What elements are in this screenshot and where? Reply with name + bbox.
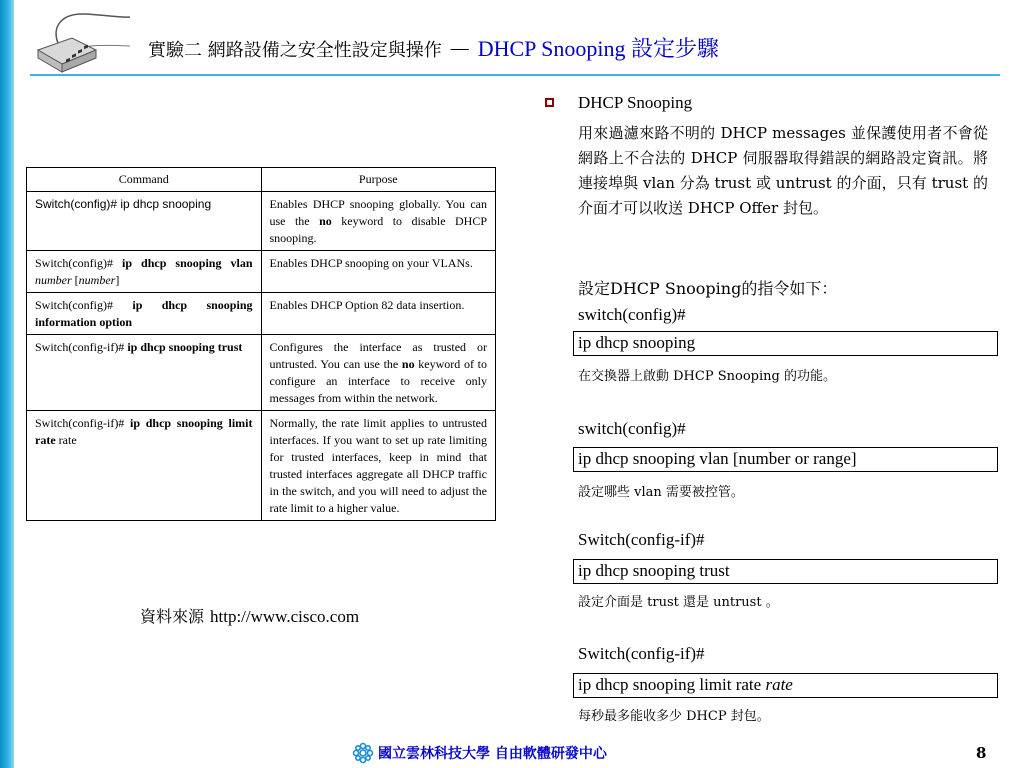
table-header-row — [27, 168, 496, 192]
command-box — [573, 447, 998, 472]
source-url: http://www.cisco.com — [210, 607, 360, 626]
page-title — [148, 30, 719, 65]
command-box — [573, 331, 998, 356]
page-number: 8 — [976, 744, 987, 762]
purpose-text: Enables DHCP snooping on your VLANs. — [269, 256, 473, 270]
command-prompt: Switch(config-if)# — [578, 530, 705, 549]
command-prompt: Switch(config-if)# — [578, 644, 705, 663]
section-description: 用來過濾來路不明的 DHCP messages 並保護使用者不會從網路上不合法的 DHCP 伺服器取得錯誤的網路設定資訊。將連接埠與 vlan 分為 trust 或 untrust 的介面，只有 trust 的介面才可以收送 DHCP Offer 封包。 — [578, 124, 988, 217]
command-text: ip dhcp snooping trust — [578, 561, 730, 580]
source-label: 資料來源 — [140, 607, 205, 626]
purpose-cell — [261, 411, 496, 521]
table-header-command: Command — [27, 168, 262, 192]
table-row — [27, 293, 496, 335]
command-cell — [27, 411, 262, 521]
command-box — [573, 673, 998, 698]
table-row — [27, 192, 496, 251]
purpose-cell — [261, 251, 496, 293]
command-table — [26, 167, 496, 521]
command-prompt: switch(config)# — [578, 305, 686, 324]
command-cell — [27, 192, 262, 251]
title-highlight: DHCP Snooping 設定步驟 — [477, 36, 719, 61]
command-note: 設定哪些 vlan 需要被控管。 — [578, 485, 744, 500]
command-cell — [27, 335, 262, 411]
table-row — [27, 251, 496, 293]
source-credit — [140, 604, 359, 627]
title-dash: － — [447, 36, 472, 64]
command-note: 每秒最多能收多少 DHCP 封包。 — [578, 709, 770, 724]
command-text: ip dhcp snooping limit rate — [578, 675, 766, 694]
command-keyword: ip dhcp snooping trust — [127, 340, 243, 354]
purpose-text: Normally, the rate limit applies to untrusted interfaces. If you want to set up rate limiting for trusted interfaces, keep in mind that trusted interfaces aggregate all DHCP traffic in the switch, and you will need to adjust the rate limit to a higher value. — [269, 416, 487, 515]
purpose-cell — [261, 335, 496, 411]
footer-organization — [352, 742, 607, 764]
command-argument: number — [35, 273, 72, 287]
purpose-text: Enables DHCP Option 82 data insertion. — [269, 298, 465, 312]
footer-center: 自由軟體研發中心 — [494, 746, 607, 762]
purpose-keyword: no — [401, 357, 415, 371]
command-prefix: Switch(config-if)# — [35, 340, 125, 354]
command-prefix: Switch(config)# — [35, 256, 113, 270]
command-prefix: Switch(config)# — [35, 298, 113, 312]
command-keyword: ip dhcp snooping limit rate — [35, 416, 253, 447]
command-keyword: ip dhcp snooping information option — [35, 298, 253, 329]
command-note: 設定介面是 trust 還是 untrust 。 — [578, 595, 779, 610]
command-note: 在交換器上啟動 DHCP Snooping 的功能。 — [578, 369, 836, 384]
table-row — [27, 411, 496, 521]
purpose-text: Configures the interface as trusted or untrusted. You can use the — [269, 340, 487, 371]
purpose-text: Enables DHCP snooping globally. You can use the — [269, 197, 487, 228]
purpose-text: keyword of to configure an interface to receive only messages from within the network. — [269, 357, 487, 405]
command-keyword: ip dhcp snooping — [120, 197, 212, 211]
command-argument: rate — [58, 433, 77, 447]
section-heading: DHCP Snooping — [578, 93, 693, 112]
title-main: 實驗二 網路設備之安全性設定與操作 — [148, 40, 442, 61]
square-bullet-icon — [545, 98, 554, 107]
purpose-cell — [261, 293, 496, 335]
command-prompt: switch(config)# — [578, 419, 686, 438]
command-cell — [27, 293, 262, 335]
footer-university: 國立雲林科技大學 — [378, 746, 490, 762]
purpose-keyword: no — [319, 214, 332, 228]
purpose-cell — [261, 192, 496, 251]
left-accent-bar — [0, 0, 14, 768]
network-switch-icon — [30, 8, 130, 78]
table-row — [27, 335, 496, 411]
command-cell: Switch(config)# ip dhcp snooping vlan number [number] — [27, 251, 262, 293]
command-argument: rate — [765, 675, 793, 694]
snowflake-flower-icon — [352, 742, 374, 764]
commands-intro: 設定DHCP Snooping的指令如下： — [578, 279, 838, 298]
command-keyword: ip dhcp snooping vlan — [122, 256, 253, 270]
command-argument-optional: number — [78, 273, 116, 287]
command-text: ip dhcp snooping vlan [number or range] — [578, 449, 857, 468]
command-prefix: Switch(config-if)# — [35, 416, 125, 430]
command-text: ip dhcp snooping — [578, 333, 696, 352]
command-box — [573, 559, 998, 584]
purpose-text: keyword to disable DHCP snooping. — [269, 214, 488, 245]
table-header-purpose: Purpose — [261, 168, 496, 192]
title-underline — [30, 74, 1000, 76]
command-prefix: Switch(config)# — [35, 197, 118, 211]
